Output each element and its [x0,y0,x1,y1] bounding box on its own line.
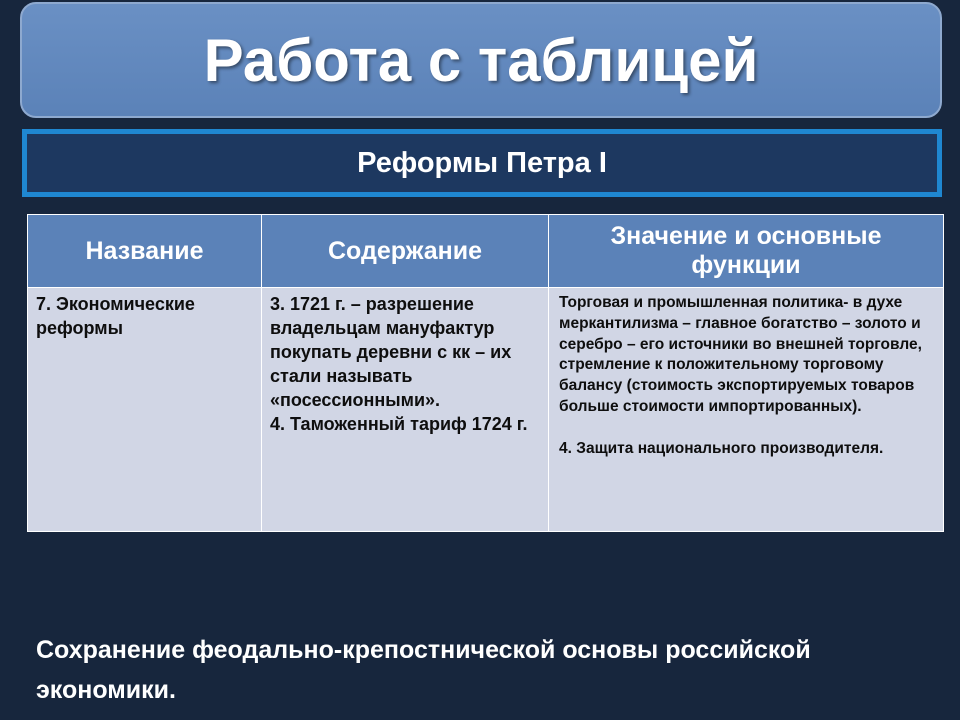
slide-subtitle: Реформы Петра I [357,146,607,179]
subtitle-banner [22,129,942,197]
reforms-table [27,214,944,532]
header-name: Название [28,215,262,288]
cell-meaning-paragraph-1: Торговая и промышленная политика- в духе меркантилизма – главное богатство – золото и серебро – его источники во внешней торговле, стремление к положительному торговому балансу (стоимость экспортируемых товаров больше стоимости импортированных). [559,294,922,415]
cell-content [262,288,549,532]
table-row [28,288,944,532]
table-header-row [28,215,944,288]
title-banner [20,2,942,118]
header-meaning: Значение и основные функции [549,215,944,288]
cell-name-text: 7. Экономические реформы [36,294,195,338]
header-content: Содержание [262,215,549,288]
cell-meaning-paragraph-2: 4. Защита национального производителя. [559,439,884,457]
slide-title: Работа с таблицей [203,26,759,94]
cell-meaning [549,288,944,532]
footer-conclusion: Сохранение феодально-крепостнической основы российской экономики. [36,636,811,704]
cell-name [28,288,262,532]
cell-content-text: 3. 1721 г. – разрешение владельцам мануфактур покупать деревни с кк – их стали называть «посессионными». 4. Таможенный тариф 1724 г. [270,294,528,434]
